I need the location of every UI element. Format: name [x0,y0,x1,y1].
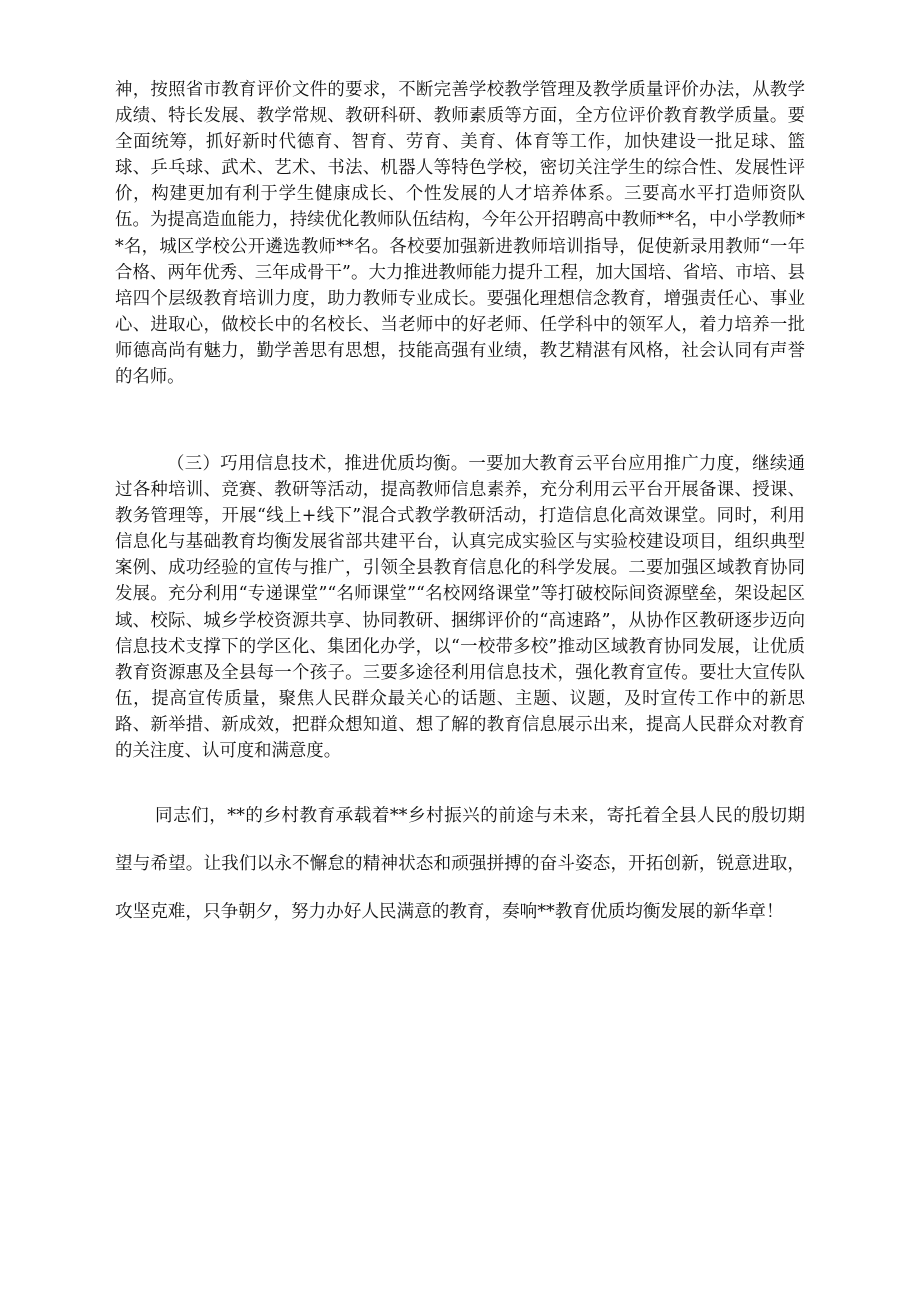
paragraph-information-technology: （三）巧用信息技术，推进优质均衡。一要加大教育云平台应用推广力度，继续通过各种培训、竞赛、教研等活动，提高教师信息素养，充分利用云平台开展备课、授课、教务管理等，开展“线上+线下”混合式教学教研活动，打造信息化高效课堂。同时，利用信息化与基础教育均衡发展省部共建平台，认真完成实验区与实验校建设项目，组织典型案例、成功经验的宣传与推广，引领全县教育信息化的科学发展。二要加强区域教育协同发展。充分利用“专递课堂”“名师课堂”“名校网络课堂”等打破校际间资源壁垒，架设起区域、校际、城乡学校资源共享、协同教研、捆绑评价的“高速路”，从协作区教研逐步迈向信息技术支撑下的学区化、集团化办学，以“一校带多校”推动区域教育协同发展，让优质教育资源惠及全县每一个孩子。三要多途径利用信息技术，强化教育宣传。要壮大宣传队伍，提高宣传质量，聚焦人民群众最关心的话题、主题、议题，及时宣传工作中的新思路、新举措、新成效，把群众想知道、想了解的教育信息展示出来，提高人民群众对教育的关注度、认可度和满意度。 [115,454,805,762]
paragraph-closing-remarks: 同志们，**的乡村教育承载着**乡村振兴的前途与未来，寄托着全县人民的殷切期望与希望。让我们以永不懈怠的精神状态和顽强拼搏的奋斗姿态，开拓创新，锐意进取，攻坚克难，只争朝夕，努力办好人民满意的教育，奏响**教育优质均衡发展的新华章！ [115,806,805,922]
paragraph-teacher-evaluation: 神，按照省市教育评价文件的要求，不断完善学校教学管理及教学质量评价办法，从教学成绩、特长发展、教学常规、教研科研、教师素质等方面，全方位评价教育教学质量。要全面统筹，抓好新时代德育、智育、劳育、美育、体育等工作，加快建设一批足球、篮球、乒乓球、武术、艺术、书法、机器人等特色学校，密切关注学生的综合性、发展性评价，构建更加有利于学生健康成长、个性发展的人才培养体系。三要高水平打造师资队伍。为提高造血能力，持续优化教师队伍结构，今年公开招聘高中教师**名，中小学教师**名，城区学校公开遴选教师**名。各校要加强新进教师培训指导，促使新录用教师“一年合格、两年优秀、三年成骨干”。大力推进教师能力提升工程，加大国培、省培、市培、县培四个层级教育培训力度，助力教师专业成长。要强化理想信念教育，增强责任心、事业心、进取心，做校长中的名校长、当老师中的好老师、任学科中的领军人，着力培养一批师德高尚有魅力，勤学善思有思想，技能高强有业绩，教艺精湛有风格，社会认同有声誉的名师。 [115,80,805,388]
